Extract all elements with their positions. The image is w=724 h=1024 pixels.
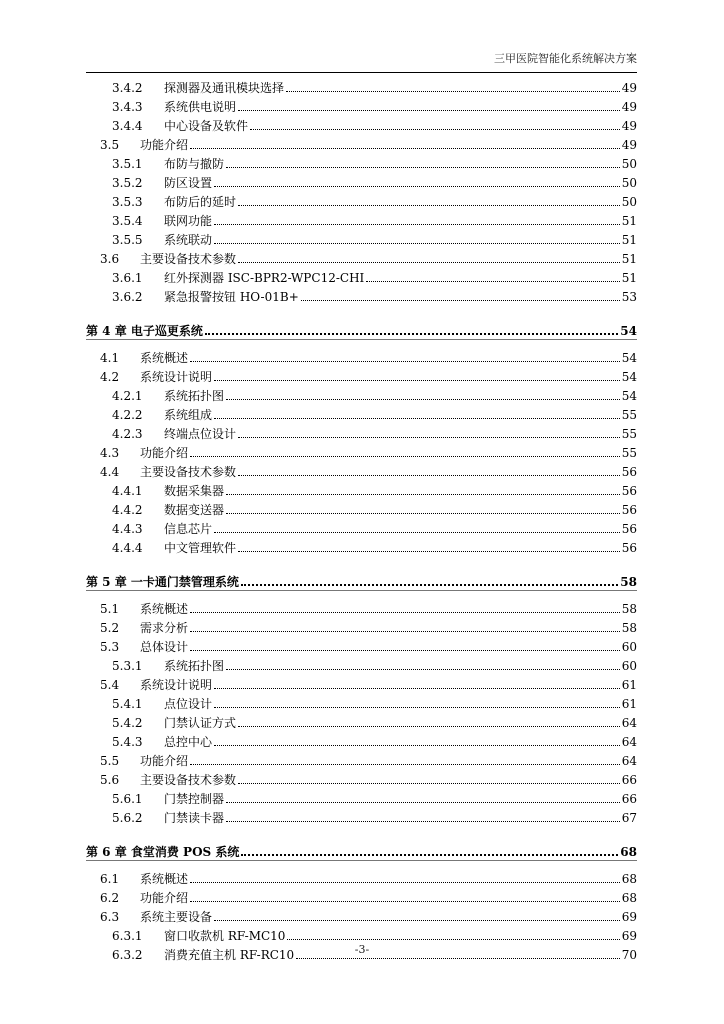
toc-entry-page: 51 [621, 271, 637, 285]
toc-entry[interactable] [86, 114, 637, 133]
toc-entry-page: 54 [621, 351, 637, 365]
toc-entry[interactable] [86, 346, 637, 365]
dot-leader [238, 437, 620, 438]
toc-entry-title: 探测器及通讯模块选择 [164, 81, 285, 95]
toc-entry-page: 69 [621, 929, 637, 943]
dot-leader [190, 361, 620, 362]
toc-entry-number: 4.4.3 [112, 522, 143, 536]
toc-entry-number: 4.3 [100, 446, 120, 460]
toc-entry-number: 3.6.1 [112, 271, 143, 285]
toc-entry-title: 中文管理软件 [164, 541, 237, 555]
toc-entry-page: 49 [621, 119, 637, 133]
dot-leader [190, 456, 620, 457]
toc-entry-page: 61 [621, 697, 637, 711]
header-rule [86, 72, 637, 73]
toc-entry-number: 4.4 [100, 465, 120, 479]
dot-leader [296, 958, 620, 959]
toc-entry-number: 3.4.3 [112, 100, 143, 114]
dot-leader [241, 584, 618, 586]
toc-entry[interactable] [86, 441, 637, 460]
toc-entry-title: 数据采集器 [164, 484, 225, 498]
toc-entry-number: 3.4.2 [112, 81, 143, 95]
toc-entry-page: 56 [621, 522, 637, 536]
toc-entry-title: 系统设计说明 [140, 370, 213, 384]
toc-entry-page: 49 [621, 100, 637, 114]
dot-leader [214, 224, 620, 225]
toc-entry-page: 70 [621, 948, 637, 962]
toc-entry-number: 3.6 [100, 252, 120, 266]
toc-entry-page: 64 [621, 735, 637, 749]
toc-entry-title: 系统设计说明 [140, 678, 213, 692]
toc-entry[interactable] [86, 479, 637, 498]
toc-entry[interactable] [86, 247, 637, 266]
toc-entry[interactable] [86, 365, 637, 384]
dot-leader [226, 821, 620, 822]
dot-leader [214, 186, 620, 187]
toc-entry[interactable] [86, 787, 637, 806]
toc-entry-number: 4.4.1 [112, 484, 143, 498]
toc-entry-title: 功能介绍 [140, 891, 189, 905]
dot-leader [226, 167, 620, 168]
toc-entry[interactable] [86, 886, 637, 905]
toc-entry[interactable] [86, 403, 637, 422]
toc-entry[interactable] [86, 228, 637, 247]
toc-entry-title: 点位设计 [164, 697, 213, 711]
table-of-contents [86, 76, 637, 962]
toc-entry-title: 第 4 章 电子巡更系统 [86, 324, 203, 338]
toc-entry-page: 54 [621, 389, 637, 403]
page-number: -3- [354, 943, 370, 956]
toc-chapter-entry[interactable] [86, 565, 637, 591]
toc-entry-page: 69 [621, 910, 637, 924]
toc-entry-number: 4.4.2 [112, 503, 143, 517]
toc-entry-page: 64 [621, 716, 637, 730]
toc-entry-title: 第 6 章 食堂消费 POS 系统 [86, 845, 240, 859]
toc-entry-page: 50 [621, 176, 637, 190]
toc-entry-number: 6.3.2 [112, 948, 143, 962]
dot-leader [214, 745, 620, 746]
toc-entry-title: 主要设备技术参数 [140, 773, 237, 787]
toc-entry-title: 系统概述 [140, 872, 189, 886]
toc-entry-title: 紧急报警按钮 HO-01B+ [164, 290, 299, 304]
toc-entry-page: 56 [621, 484, 637, 498]
toc-entry-page: 67 [621, 811, 637, 825]
toc-entry-page: 60 [621, 640, 637, 654]
toc-entry-number: 5.6 [100, 773, 120, 787]
toc-entry-title: 门禁控制器 [164, 792, 225, 806]
toc-entry-title: 系统组成 [164, 408, 213, 422]
dot-leader [214, 707, 620, 708]
toc-entry-page: 66 [621, 792, 637, 806]
toc-entry-number: 6.3.1 [112, 929, 143, 943]
dot-leader [238, 726, 620, 727]
toc-entry[interactable] [86, 730, 637, 749]
toc-entry[interactable] [86, 266, 637, 285]
toc-entry-title: 功能介绍 [140, 754, 189, 768]
toc-entry-page: 56 [621, 541, 637, 555]
dot-leader [214, 920, 620, 921]
toc-entry-title: 总体设计 [140, 640, 189, 654]
dot-leader [238, 262, 620, 263]
toc-entry-page: 50 [621, 157, 637, 171]
toc-entry-page: 51 [621, 233, 637, 247]
toc-entry-number: 5.4.1 [112, 697, 143, 711]
toc-entry[interactable] [86, 190, 637, 209]
toc-entry-page: 68 [621, 891, 637, 905]
toc-entry-title: 红外探测器 ISC-BPR2-WPC12-CHI [164, 271, 365, 285]
toc-entry[interactable] [86, 806, 637, 825]
dot-leader [190, 882, 620, 883]
toc-entry[interactable] [86, 749, 637, 768]
toc-entry[interactable] [86, 635, 637, 654]
dot-leader [205, 333, 618, 335]
toc-entry-page: 55 [621, 446, 637, 460]
dot-leader [226, 669, 620, 670]
dot-leader [190, 631, 620, 632]
toc-entry-page: 49 [621, 81, 637, 95]
toc-entry-page: 54 [621, 370, 637, 384]
toc-entry-title: 信息芯片 [164, 522, 213, 536]
toc-entry-number: 5.3.1 [112, 659, 143, 673]
dot-leader [226, 513, 620, 514]
toc-entry-title: 需求分析 [140, 621, 189, 635]
toc-entry-number: 5.1 [100, 602, 120, 616]
toc-entry-number: 4.1 [100, 351, 120, 365]
toc-entry[interactable] [86, 498, 637, 517]
toc-entry[interactable] [86, 924, 637, 943]
toc-entry-title: 消费充值主机 RF-RC10 [164, 948, 295, 962]
toc-entry[interactable] [86, 768, 637, 787]
toc-entry-title: 主要设备技术参数 [140, 465, 237, 479]
toc-entry[interactable] [86, 152, 637, 171]
toc-entry-number: 4.2 [100, 370, 120, 384]
toc-entry-number: 3.5 [100, 138, 120, 152]
toc-entry-number: 5.4.2 [112, 716, 143, 730]
toc-entry-title: 系统供电说明 [164, 100, 237, 114]
page-header: 三甲医院智能化系统解决方案 [494, 52, 637, 65]
toc-entry-title: 功能介绍 [140, 446, 189, 460]
dot-leader [238, 110, 620, 111]
dot-leader [226, 494, 620, 495]
dot-leader [214, 243, 620, 244]
toc-entry-number: 3.5.4 [112, 214, 143, 228]
toc-entry[interactable] [86, 692, 637, 711]
toc-entry-page: 56 [621, 465, 637, 479]
toc-entry-title: 主要设备技术参数 [140, 252, 237, 266]
toc-entry-page: 60 [621, 659, 637, 673]
toc-entry-page: 58 [621, 602, 637, 616]
toc-entry-page: 55 [621, 408, 637, 422]
toc-entry[interactable] [86, 209, 637, 228]
toc-entry-title: 门禁读卡器 [164, 811, 225, 825]
toc-entry-number: 5.3 [100, 640, 120, 654]
toc-entry-number: 3.5.1 [112, 157, 143, 171]
toc-entry-number: 4.2.2 [112, 408, 143, 422]
toc-entry[interactable] [86, 517, 637, 536]
dot-leader [214, 532, 620, 533]
toc-entry-number: 3.4.4 [112, 119, 143, 133]
dot-leader [214, 688, 620, 689]
toc-entry-title: 布防与撤防 [164, 157, 225, 171]
dot-leader [238, 783, 620, 784]
toc-entry-title: 门禁认证方式 [164, 716, 237, 730]
toc-entry[interactable] [86, 422, 637, 441]
toc-entry[interactable] [86, 460, 637, 479]
toc-entry-page: 50 [621, 195, 637, 209]
toc-entry-number: 4.2.3 [112, 427, 143, 441]
dot-leader [238, 551, 620, 552]
dot-leader [286, 91, 620, 92]
toc-chapter-entry[interactable] [86, 314, 637, 340]
dot-leader [226, 399, 620, 400]
toc-entry-number: 4.2.1 [112, 389, 143, 403]
toc-entry[interactable] [86, 95, 637, 114]
toc-entry[interactable] [86, 654, 637, 673]
toc-entry-page: 55 [621, 427, 637, 441]
dot-leader [238, 205, 620, 206]
toc-entry-title: 系统主要设备 [140, 910, 213, 924]
toc-entry[interactable] [86, 384, 637, 403]
dot-leader [287, 939, 619, 940]
dot-leader [214, 418, 620, 419]
toc-entry-number: 4.4.4 [112, 541, 143, 555]
toc-entry-number: 5.5 [100, 754, 120, 768]
toc-entry[interactable] [86, 597, 637, 616]
toc-entry-number: 3.6.2 [112, 290, 143, 304]
dot-leader [190, 764, 620, 765]
dot-leader [250, 129, 620, 130]
toc-entry-number: 5.4 [100, 678, 120, 692]
toc-entry-title: 第 5 章 一卡通门禁管理系统 [86, 575, 239, 589]
toc-entry-title: 数据变送器 [164, 503, 225, 517]
toc-entry-page: 53 [621, 290, 637, 304]
toc-entry-title: 系统拓扑图 [164, 659, 225, 673]
toc-entry[interactable] [86, 711, 637, 730]
toc-entry-number: 6.1 [100, 872, 120, 886]
dot-leader [226, 802, 620, 803]
toc-entry-title: 系统概述 [140, 602, 189, 616]
toc-entry-number: 5.2 [100, 621, 120, 635]
toc-entry[interactable] [86, 536, 637, 555]
toc-entry[interactable] [86, 905, 637, 924]
toc-entry-number: 3.5.2 [112, 176, 143, 190]
toc-entry-title: 中心设备及软件 [164, 119, 249, 133]
dot-leader [301, 300, 620, 301]
toc-entry[interactable] [86, 673, 637, 692]
toc-entry-page: 68 [620, 845, 637, 859]
dot-leader [214, 380, 620, 381]
toc-entry-page: 49 [621, 138, 637, 152]
dot-leader [190, 901, 620, 902]
toc-chapter-entry[interactable] [86, 835, 637, 861]
toc-entry-title: 防区设置 [164, 176, 213, 190]
toc-entry-number: 3.5.5 [112, 233, 143, 247]
toc-entry-number: 3.5.3 [112, 195, 143, 209]
toc-entry-title: 功能介绍 [140, 138, 189, 152]
toc-entry-number: 6.3 [100, 910, 120, 924]
toc-entry-page: 64 [621, 754, 637, 768]
dot-leader [366, 281, 619, 282]
dot-leader [241, 854, 618, 856]
toc-entry-title: 窗口收款机 RF-MC10 [164, 929, 286, 943]
toc-entry-title: 总控中心 [164, 735, 213, 749]
toc-entry-number: 5.6.1 [112, 792, 143, 806]
toc-entry-title: 系统拓扑图 [164, 389, 225, 403]
toc-entry-page: 51 [621, 252, 637, 266]
toc-entry-title: 布防后的延时 [164, 195, 237, 209]
toc-entry[interactable] [86, 133, 637, 152]
toc-entry-page: 68 [621, 872, 637, 886]
dot-leader [238, 475, 620, 476]
toc-entry-title: 终端点位设计 [164, 427, 237, 441]
toc-entry-title: 系统联动 [164, 233, 213, 247]
toc-entry[interactable] [86, 285, 637, 304]
toc-entry[interactable] [86, 76, 637, 95]
toc-entry-number: 5.6.2 [112, 811, 143, 825]
toc-entry-page: 54 [620, 324, 637, 338]
toc-entry-page: 58 [621, 621, 637, 635]
dot-leader [190, 148, 620, 149]
toc-entry-page: 56 [621, 503, 637, 517]
toc-entry-number: 6.2 [100, 891, 120, 905]
toc-entry-page: 51 [621, 214, 637, 228]
toc-entry-number: 5.4.3 [112, 735, 143, 749]
dot-leader [190, 650, 620, 651]
toc-entry-page: 58 [620, 575, 637, 589]
toc-entry[interactable] [86, 616, 637, 635]
toc-entry[interactable] [86, 867, 637, 886]
toc-entry-title: 系统概述 [140, 351, 189, 365]
toc-entry[interactable] [86, 171, 637, 190]
dot-leader [190, 612, 620, 613]
toc-entry-page: 66 [621, 773, 637, 787]
toc-entry-page: 61 [621, 678, 637, 692]
toc-entry-title: 联网功能 [164, 214, 213, 228]
